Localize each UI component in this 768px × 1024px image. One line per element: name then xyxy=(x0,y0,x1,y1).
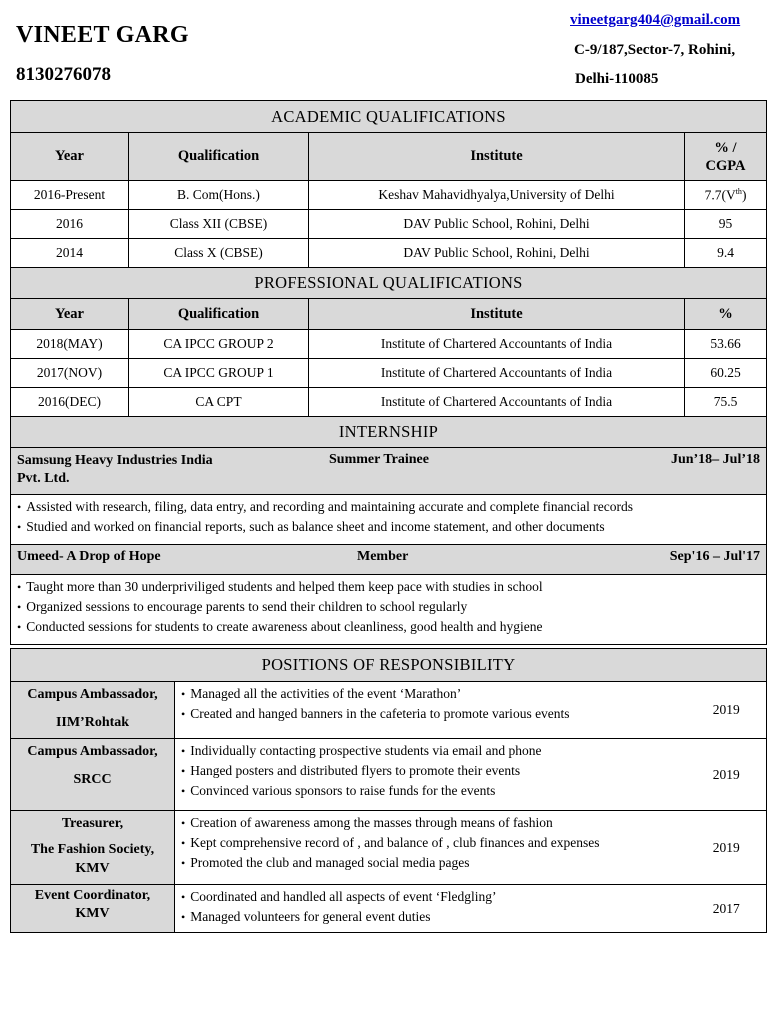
internship-bullets xyxy=(11,575,767,645)
professional-score: 60.25 xyxy=(685,359,767,388)
list-item: • Hanged posters and distributed flyers to promote their events xyxy=(181,761,683,781)
position-year: 2019 xyxy=(687,682,767,739)
academic-col-institute: Institute xyxy=(309,133,685,181)
candidate-name: VINEET GARG xyxy=(16,22,189,48)
internship-dates: Jun’18– Jul’18 xyxy=(670,452,761,467)
positions-section-title: POSITIONS OF RESPONSIBILITY xyxy=(11,649,767,682)
professional-year: 2018(MAY) xyxy=(11,330,129,359)
internship-section-title: INTERNSHIP xyxy=(11,417,767,448)
list-item: • Kept comprehensive record of , and balance of , club finances and expenses xyxy=(181,833,683,853)
academic-section-title: ACADEMIC QUALIFICATIONS xyxy=(11,101,767,133)
position-year: 2019 xyxy=(687,739,767,811)
academic-score: 9.4 xyxy=(685,239,767,268)
professional-qualification: CA CPT xyxy=(129,388,309,417)
internship-org-cont: Pvt. Ltd. xyxy=(17,471,70,486)
table-row xyxy=(11,811,767,885)
position-role: Event Coordinator, KMV xyxy=(11,885,175,933)
table-row xyxy=(11,330,767,359)
professional-qualification: CA IPCC GROUP 2 xyxy=(129,330,309,359)
professional-col-year: Year xyxy=(11,299,129,330)
position-role: Treasurer, The Fashion Society, KMV xyxy=(11,811,175,885)
table-row xyxy=(11,885,767,933)
professional-institute: Institute of Chartered Accountants of India xyxy=(309,388,685,417)
internship-role: Summer Trainee xyxy=(329,452,429,467)
academic-institute: DAV Public School, Rohini, Delhi xyxy=(309,239,685,268)
professional-col-qualification: Qualification xyxy=(129,299,309,330)
table-row xyxy=(11,359,767,388)
professional-qualification: CA IPCC GROUP 1 xyxy=(129,359,309,388)
list-item: • Organized sessions to encourage parents to send their children to school regularly xyxy=(17,597,760,617)
academic-col-year: Year xyxy=(11,133,129,181)
positions-table xyxy=(10,648,767,933)
table-row xyxy=(11,210,767,239)
list-item: • Convinced various sponsors to raise funds for the events xyxy=(181,781,683,801)
professional-institute: Institute of Chartered Accountants of India xyxy=(309,330,685,359)
position-year: 2017 xyxy=(687,885,767,933)
position-bullets xyxy=(175,739,687,811)
table-row xyxy=(11,682,767,739)
professional-score: 53.66 xyxy=(685,330,767,359)
phone-number: 8130276078 xyxy=(16,64,111,85)
list-item: • Managed all the activities of the event ‘Marathon’ xyxy=(181,684,683,704)
academic-institute: DAV Public School, Rohini, Delhi xyxy=(309,210,685,239)
table-row xyxy=(11,739,767,811)
position-bullets xyxy=(175,885,687,933)
academic-table xyxy=(10,100,767,645)
internship-role: Member xyxy=(357,549,409,564)
professional-score: 75.5 xyxy=(685,388,767,417)
professional-col-score: % xyxy=(685,299,767,330)
list-item: • Creation of awareness among the masses through means of fashion xyxy=(181,813,683,833)
professional-year: 2016(DEC) xyxy=(11,388,129,417)
list-item: • Managed volunteers for general event duties xyxy=(181,907,683,927)
list-item: • Studied and worked on financial reports, such as balance sheet and income statement, and other documents xyxy=(17,517,760,537)
academic-qualification: B. Com(Hons.) xyxy=(129,181,309,210)
list-item: • Promoted the club and managed social media pages xyxy=(181,853,683,873)
academic-col-score: % / CGPA xyxy=(685,133,767,181)
email-link[interactable]: vineetgarg404@gmail.com xyxy=(570,12,741,28)
professional-institute: Institute of Chartered Accountants of India xyxy=(309,359,685,388)
academic-qualification: Class X (CBSE) xyxy=(129,239,309,268)
position-role: Campus Ambassador, IIM’Rohtak xyxy=(11,682,175,739)
internship-bullets xyxy=(11,495,767,545)
academic-score: 7.7(Vth) xyxy=(685,181,767,210)
academic-col-qualification: Qualification xyxy=(129,133,309,181)
internship-entry-header xyxy=(11,545,767,575)
internship-dates: Sep'16 – Jul'17 xyxy=(669,549,761,564)
address-line-1: C-9/187,Sector-7, Rohini, xyxy=(574,42,736,58)
position-role: Campus Ambassador, SRCC xyxy=(11,739,175,811)
list-item: • Coordinated and handled all aspects of event ‘Fledgling’ xyxy=(181,887,683,907)
address-line-2: Delhi-110085 xyxy=(575,71,659,87)
position-year: 2019 xyxy=(687,811,767,885)
professional-section-title: PROFESSIONAL QUALIFICATIONS xyxy=(11,268,767,299)
internship-org: Umeed- A Drop of Hope xyxy=(17,549,161,564)
academic-year: 2016 xyxy=(11,210,129,239)
academic-institute: Keshav Mahavidhyalya,University of Delhi xyxy=(309,181,685,210)
list-item: • Taught more than 30 underpriviliged students and helped them keep pace with studies in school xyxy=(17,577,760,597)
table-row xyxy=(11,388,767,417)
academic-qualification: Class XII (CBSE) xyxy=(129,210,309,239)
list-item: • Created and hanged banners in the cafeteria to promote various events xyxy=(181,704,683,724)
professional-year: 2017(NOV) xyxy=(11,359,129,388)
academic-year: 2014 xyxy=(11,239,129,268)
professional-col-institute: Institute xyxy=(309,299,685,330)
position-bullets xyxy=(175,682,687,739)
internship-org: Samsung Heavy Industries India xyxy=(17,453,213,468)
table-row xyxy=(11,181,767,210)
academic-year: 2016-Present xyxy=(11,181,129,210)
position-bullets xyxy=(175,811,687,885)
list-item: • Assisted with research, filing, data entry, and recording and maintaining accurate and complete financial records xyxy=(17,497,760,517)
internship-entry-header xyxy=(11,448,767,495)
list-item: • Individually contacting prospective students via email and phone xyxy=(181,741,683,761)
list-item: • Conducted sessions for students to create awareness about cleanliness, good health and hygiene xyxy=(17,617,760,637)
table-row xyxy=(11,239,767,268)
academic-score: 95 xyxy=(685,210,767,239)
